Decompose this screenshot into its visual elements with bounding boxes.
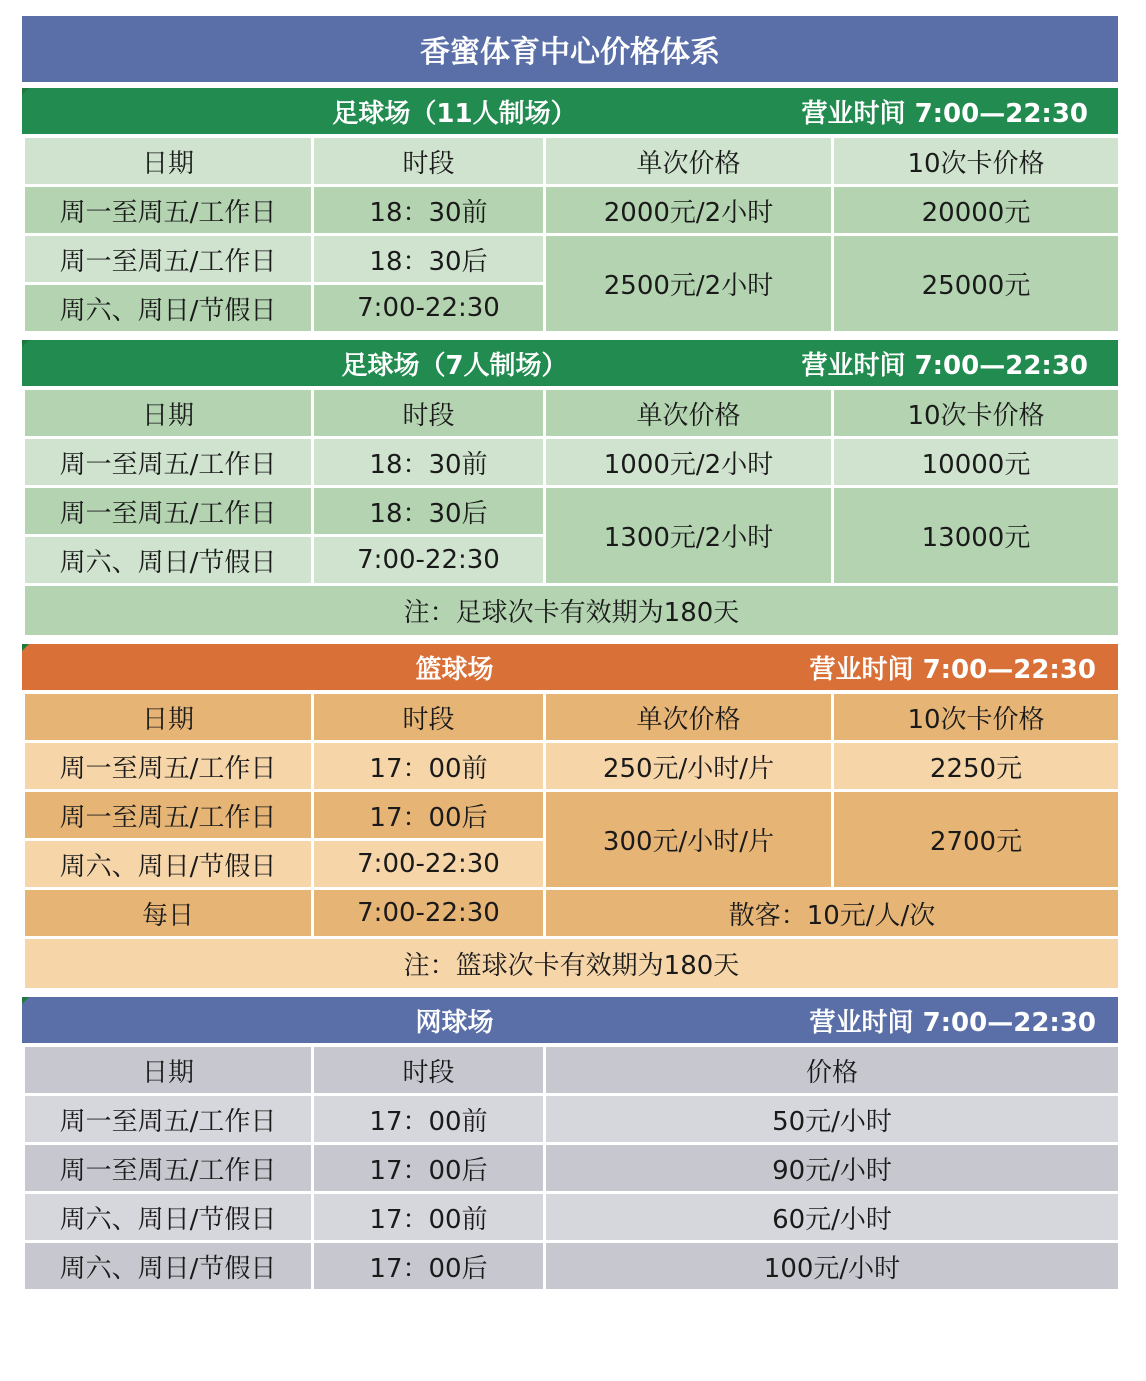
walkin-price-cell: 散客：10元/人/次 <box>545 889 1120 938</box>
card-price-cell: 13000元 <box>833 487 1120 585</box>
single-price-cell: 1300元/2小时 <box>545 487 833 585</box>
table-row <box>24 235 1120 284</box>
table-row <box>24 1144 1120 1193</box>
price-table <box>22 386 1121 638</box>
tennis-section <box>22 997 1118 1292</box>
section-header <box>22 997 1118 1043</box>
section-name: 篮球场 <box>415 654 494 685</box>
football-11-section <box>22 88 1118 334</box>
table-header-row <box>24 1045 1120 1095</box>
validity-note: 注：篮球次卡有效期为180天 <box>24 938 1120 990</box>
date-cell: 周六、周日/节假日 <box>24 1193 313 1242</box>
slot-cell: 17：00前 <box>313 1193 545 1242</box>
table-row <box>24 1095 1120 1144</box>
business-hours: 营业时间 7:00—22:30 <box>809 654 1096 685</box>
slot-cell: 18：30前 <box>313 438 545 487</box>
column-header: 10次卡价格 <box>833 692 1120 742</box>
column-header: 单次价格 <box>545 388 833 438</box>
single-price-cell: 1000元/2小时 <box>545 438 833 487</box>
date-cell: 周六、周日/节假日 <box>24 1242 313 1291</box>
price-sheet <box>22 16 1118 1292</box>
section-name: 网球场 <box>415 1007 494 1038</box>
column-header: 时段 <box>313 388 545 438</box>
card-price-cell: 2250元 <box>833 742 1120 791</box>
table-row <box>24 1242 1120 1291</box>
date-cell: 周一至周五/工作日 <box>24 1095 313 1144</box>
business-hours: 营业时间 7:00—22:30 <box>801 350 1088 381</box>
section-name: 足球场（11人制场） <box>332 98 577 129</box>
single-price-cell: 250元/小时/片 <box>545 742 833 791</box>
table-row <box>24 1193 1120 1242</box>
price-cell: 60元/小时 <box>545 1193 1120 1242</box>
table-row <box>24 889 1120 938</box>
column-header: 时段 <box>313 136 545 186</box>
date-cell: 周一至周五/工作日 <box>24 791 313 840</box>
page-title: 香蜜体育中心价格体系 <box>22 16 1118 82</box>
column-header: 日期 <box>24 1045 313 1095</box>
price-cell: 90元/小时 <box>545 1144 1120 1193</box>
single-price-cell: 300元/小时/片 <box>545 791 833 889</box>
slot-cell: 18：30后 <box>313 235 545 284</box>
table-header-row <box>24 136 1120 186</box>
note-row <box>24 938 1120 990</box>
column-header: 单次价格 <box>545 136 833 186</box>
single-price-cell: 2500元/2小时 <box>545 235 833 333</box>
note-row <box>24 585 1120 637</box>
slot-cell: 17：00后 <box>313 791 545 840</box>
price-table <box>22 690 1121 991</box>
card-price-cell: 2700元 <box>833 791 1120 889</box>
section-header <box>22 88 1118 134</box>
date-cell: 每日 <box>24 889 313 938</box>
slot-cell: 7:00-22:30 <box>313 840 545 889</box>
business-hours: 营业时间 7:00—22:30 <box>809 1007 1096 1038</box>
date-cell: 周六、周日/节假日 <box>24 284 313 333</box>
column-header: 价格 <box>545 1045 1120 1095</box>
table-header-row <box>24 388 1120 438</box>
date-cell: 周一至周五/工作日 <box>24 235 313 284</box>
slot-cell: 18：30前 <box>313 186 545 235</box>
slot-cell: 7:00-22:30 <box>313 536 545 585</box>
column-header: 10次卡价格 <box>833 136 1120 186</box>
football-7-section <box>22 340 1118 638</box>
column-header: 时段 <box>313 1045 545 1095</box>
table-row <box>24 742 1120 791</box>
slot-cell: 18：30后 <box>313 487 545 536</box>
date-cell: 周一至周五/工作日 <box>24 1144 313 1193</box>
date-cell: 周六、周日/节假日 <box>24 536 313 585</box>
slot-cell: 17：00后 <box>313 1144 545 1193</box>
price-cell: 100元/小时 <box>545 1242 1120 1291</box>
card-price-cell: 10000元 <box>833 438 1120 487</box>
card-price-cell: 25000元 <box>833 235 1120 333</box>
slot-cell: 17：00前 <box>313 742 545 791</box>
slot-cell: 7:00-22:30 <box>313 284 545 333</box>
price-table <box>22 134 1121 334</box>
column-header: 日期 <box>24 388 313 438</box>
single-price-cell: 2000元/2小时 <box>545 186 833 235</box>
column-header: 日期 <box>24 692 313 742</box>
basketball-section <box>22 644 1118 991</box>
table-header-row <box>24 692 1120 742</box>
column-header: 时段 <box>313 692 545 742</box>
card-price-cell: 20000元 <box>833 186 1120 235</box>
column-header: 10次卡价格 <box>833 388 1120 438</box>
section-name: 足球场（7人制场） <box>341 350 568 381</box>
price-table <box>22 1043 1121 1292</box>
date-cell: 周一至周五/工作日 <box>24 487 313 536</box>
validity-note: 注：足球次卡有效期为180天 <box>24 585 1120 637</box>
column-header: 日期 <box>24 136 313 186</box>
table-row <box>24 791 1120 840</box>
business-hours: 营业时间 7:00—22:30 <box>801 98 1088 129</box>
table-row <box>24 487 1120 536</box>
slot-cell: 17：00后 <box>313 1242 545 1291</box>
column-header: 单次价格 <box>545 692 833 742</box>
date-cell: 周一至周五/工作日 <box>24 438 313 487</box>
table-row <box>24 438 1120 487</box>
price-cell: 50元/小时 <box>545 1095 1120 1144</box>
slot-cell: 7:00-22:30 <box>313 889 545 938</box>
section-header <box>22 644 1118 690</box>
date-cell: 周一至周五/工作日 <box>24 186 313 235</box>
date-cell: 周一至周五/工作日 <box>24 742 313 791</box>
date-cell: 周六、周日/节假日 <box>24 840 313 889</box>
slot-cell: 17：00前 <box>313 1095 545 1144</box>
table-row <box>24 186 1120 235</box>
section-header <box>22 340 1118 386</box>
